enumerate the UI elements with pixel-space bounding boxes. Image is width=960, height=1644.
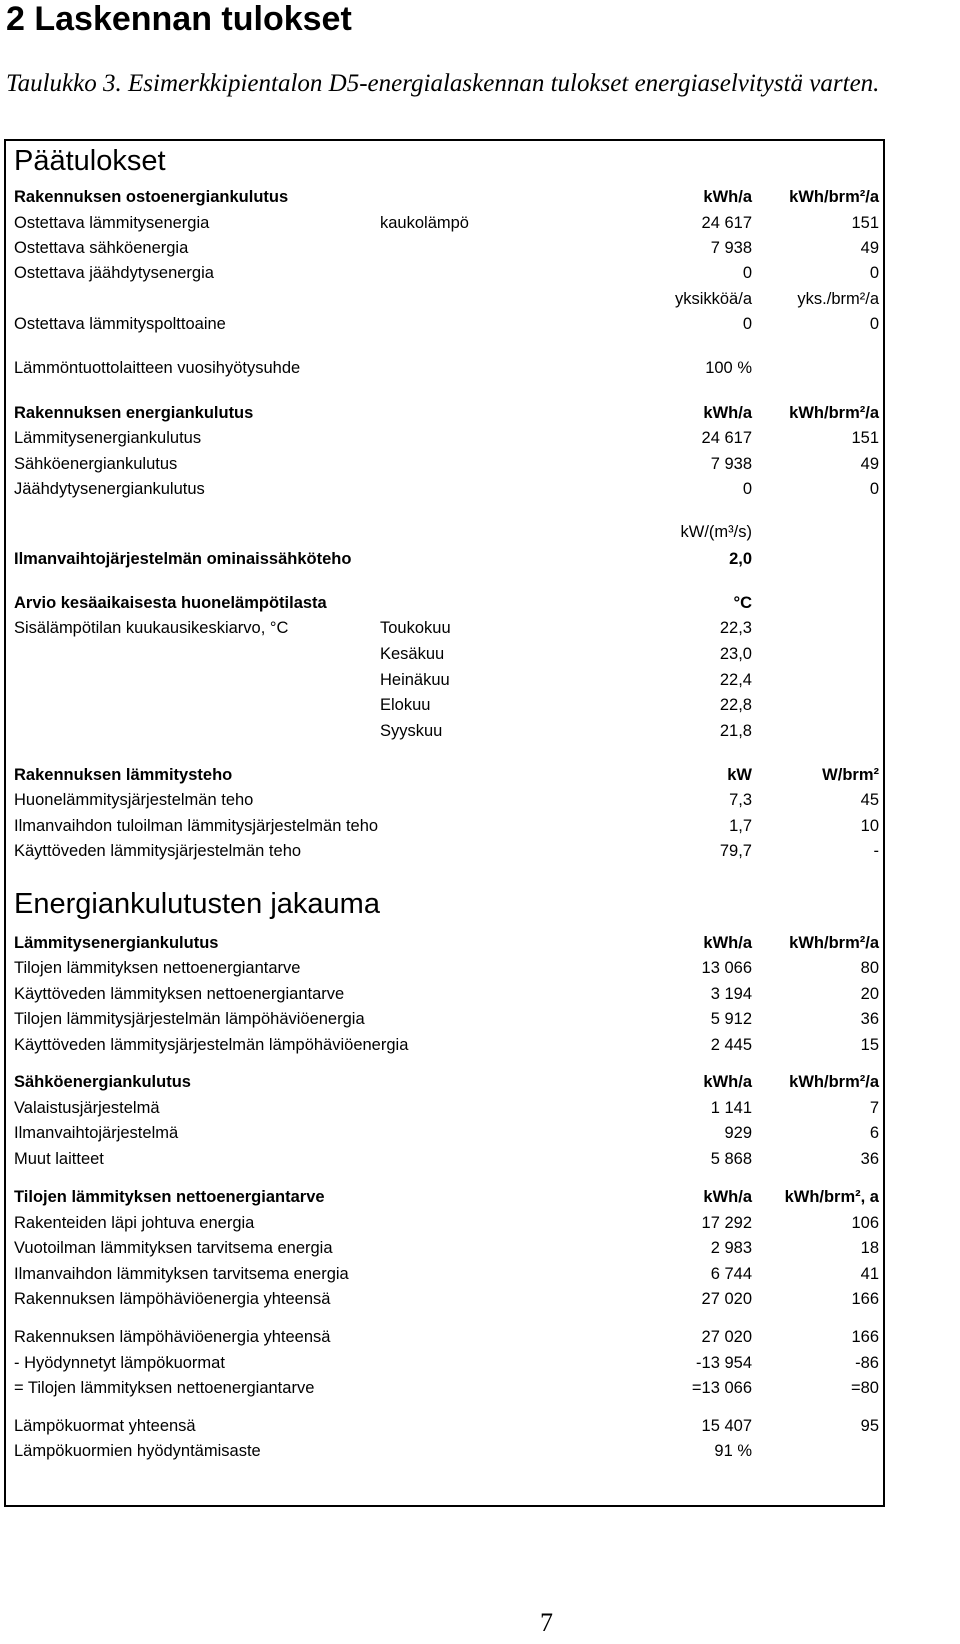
table-cell-c1: Käyttöveden lämmitysjärjestelmän lämpöhäviöenergia <box>14 1036 409 1054</box>
table-cell-c4: kWh/brm²/a <box>789 404 879 422</box>
table-cell-c1: Jäähdytysenergiankulutus <box>14 480 205 498</box>
table-cell-c3: 3 194 <box>710 985 752 1003</box>
table-cell-c4: -86 <box>855 1354 879 1372</box>
table-cell-c3: kWh/a <box>703 404 752 422</box>
table-row <box>6 762 887 788</box>
table-row <box>6 1235 887 1261</box>
table-cell-c1: Ostettava lämmityspolttoaine <box>14 315 226 333</box>
table-cell-c4: 18 <box>860 1239 879 1257</box>
table-cell-c3: 5 868 <box>710 1150 752 1168</box>
table-cell-c4: 80 <box>860 959 879 977</box>
table-cell-c3: -13 954 <box>696 1354 752 1372</box>
table-cell-c4: 10 <box>860 817 879 835</box>
table-cell-c4: 0 <box>869 264 879 282</box>
table-cell-c4: 7 <box>869 1099 879 1117</box>
table-cell-c1: Lämmitysenergiankulutus <box>14 934 219 952</box>
table-cell-c3: kWh/a <box>703 934 752 952</box>
table-cell-c4: 36 <box>860 1150 879 1168</box>
table-cell-c3: 0 <box>742 480 752 498</box>
table-row <box>6 1438 887 1464</box>
table-cell-c1: Ilmanvaihdon lämmityksen tarvitsema energia <box>14 1265 349 1283</box>
table-cell-c3: 2 983 <box>710 1239 752 1257</box>
table-cell-c4: 106 <box>851 1214 879 1232</box>
table-cell-c3: kW/(m³/s) <box>680 523 752 541</box>
table-cell-c4: 151 <box>851 214 879 232</box>
table-cell-c1: Lämpökuormat yhteensä <box>14 1417 196 1435</box>
table-cell-c4: kWh/brm²/a <box>789 188 879 206</box>
table-cell-c1: Huonelämmitysjärjestelmän teho <box>14 791 254 809</box>
table-row <box>6 667 887 693</box>
table-cell-c3: °C <box>733 594 752 612</box>
table-row <box>6 813 887 839</box>
table-cell-c1: Tilojen lämmityksen nettoenergiantarve <box>14 959 301 977</box>
table-cell-c1: Tilojen lämmityksen nettoenergiantarve <box>14 1188 325 1206</box>
table-cell-c1: Ilmanvaihdon tuloilman lämmitysjärjestelmän teho <box>14 817 379 835</box>
table-cell-c1: Sähköenergiankulutus <box>14 455 178 473</box>
table-row <box>6 930 887 956</box>
table-row <box>6 546 887 572</box>
table-cell-c4: 41 <box>860 1265 879 1283</box>
table-cell-c1: Rakennuksen lämpöhäviöenergia yhteensä <box>14 1290 331 1308</box>
table-cell-c3: 6 744 <box>710 1265 752 1283</box>
table-cell-c4: =80 <box>851 1379 879 1397</box>
table-row <box>6 1184 887 1210</box>
table-cell-c1: Sähköenergiankulutus <box>14 1073 191 1091</box>
table-cell-c2: Elokuu <box>380 696 431 714</box>
table-row <box>6 641 887 667</box>
table-cell-c1: Ilmanvaihtojärjestelmä <box>14 1124 179 1142</box>
table-cell-c4: 49 <box>860 239 879 257</box>
table-cell-c4: - <box>873 842 879 860</box>
table-cell-c1: Ostettava sähköenergia <box>14 239 189 257</box>
table-cell-c1: Käyttöveden lämmityksen nettoenergiantarve <box>14 985 345 1003</box>
table-cell-c3: 0 <box>742 315 752 333</box>
table-cell-c4: 0 <box>869 315 879 333</box>
table-row <box>6 311 887 337</box>
table-row <box>6 787 887 813</box>
table-cell-c3: 1 141 <box>710 1099 752 1117</box>
table-cell-c3: 0 <box>742 264 752 282</box>
table-cell-c3: 7,3 <box>729 791 752 809</box>
table-row <box>6 981 887 1007</box>
table-row <box>6 718 887 744</box>
table-cell-c1: Muut laitteet <box>14 1150 104 1168</box>
table-cell-c3: 7 938 <box>710 455 752 473</box>
table-row <box>6 1032 887 1058</box>
table-cell-c1: Arvio kesäaikaisesta huonelämpötilasta <box>14 594 327 612</box>
table-cell-c1: Tilojen lämmitysjärjestelmän lämpöhäviöenergia <box>14 1010 365 1028</box>
table-cell-c1: Rakennuksen energiankulutus <box>14 404 254 422</box>
table-row <box>6 210 887 236</box>
table-cell-c2: Heinäkuu <box>380 671 450 689</box>
table-cell-c4: yks./brm²/a <box>797 290 879 308</box>
section-title: Päätulokset <box>14 145 166 177</box>
table-cell-c1: Rakenteiden läpi johtuva energia <box>14 1214 255 1232</box>
table-cell-c3: 22,8 <box>719 696 752 714</box>
table-cell-c1: = Tilojen lämmityksen nettoenergiantarve <box>14 1379 315 1397</box>
table-row <box>6 400 887 426</box>
table-row <box>6 1375 887 1401</box>
table-cell-c3: kW <box>727 766 752 784</box>
table-row <box>6 955 887 981</box>
table-row <box>6 1350 887 1376</box>
table-cell-c1: Lämmitysenergiankulutus <box>14 429 202 447</box>
table-cell-c3: 2 445 <box>710 1036 752 1054</box>
table-cell-c4: 151 <box>851 429 879 447</box>
table-row <box>6 425 887 451</box>
table-row <box>6 615 887 641</box>
table-cell-c3: 22,3 <box>719 619 752 637</box>
table-cell-c4: kWh/brm², a <box>784 1188 879 1206</box>
table-cell-c4: kWh/brm²/a <box>789 934 879 952</box>
table-row <box>6 355 887 381</box>
section-title: Energiankulutusten jakauma <box>14 888 380 920</box>
table-cell-c4: 45 <box>860 791 879 809</box>
table-cell-c1: Lämpökuormien hyödyntämisaste <box>14 1442 261 1460</box>
table-row <box>6 838 887 864</box>
table-cell-c3: =13 066 <box>691 1379 752 1397</box>
table-cell-c1: - Hyödynnetyt lämpökuormat <box>14 1354 225 1372</box>
table-row <box>6 1069 887 1095</box>
table-caption: Taulukko 3. Esimerkkipientalon D5-energialaskennan tulokset energiaselvitystä varten. <box>6 70 880 97</box>
table-row <box>6 1006 887 1032</box>
table-row <box>6 1210 887 1236</box>
table-cell-c1: Rakennuksen lämpöhäviöenergia yhteensä <box>14 1328 331 1346</box>
table-cell-c2: Toukokuu <box>380 619 451 637</box>
table-row <box>6 286 887 312</box>
table-cell-c3: 24 617 <box>701 214 752 232</box>
table-cell-c2: Kesäkuu <box>380 645 445 663</box>
table-row <box>6 1095 887 1121</box>
table-row <box>6 1324 887 1350</box>
table-cell-c3: 929 <box>724 1124 752 1142</box>
table-cell-c1: Rakennuksen lämmitysteho <box>14 766 233 784</box>
table-cell-c1: Ilmanvaihtojärjestelmän ominaissähköteho <box>14 550 352 568</box>
table-row <box>6 476 887 502</box>
table-cell-c3: 17 292 <box>701 1214 752 1232</box>
table-cell-c3: 24 617 <box>701 429 752 447</box>
table-cell-c3: kWh/a <box>703 188 752 206</box>
table-cell-c3: 22,4 <box>719 671 752 689</box>
table-row <box>6 1261 887 1287</box>
table-cell-c4: 49 <box>860 455 879 473</box>
table-row <box>6 1146 887 1172</box>
table-cell-c3: yksikköä/a <box>674 290 752 308</box>
table-cell-c3: 5 912 <box>710 1010 752 1028</box>
table-cell-c3: kWh/a <box>703 1073 752 1091</box>
table-row <box>6 1120 887 1146</box>
table-cell-c3: 21,8 <box>719 722 752 740</box>
table-row <box>6 451 887 477</box>
table-cell-c3: 79,7 <box>719 842 752 860</box>
table-cell-c3: 100 % <box>705 359 752 377</box>
table-cell-c4: W/brm² <box>822 766 879 784</box>
table-cell-c4: 36 <box>860 1010 879 1028</box>
table-cell-c3: 27 020 <box>701 1290 752 1308</box>
table-cell-c3: 23,0 <box>719 645 752 663</box>
table-cell-c3: 1,7 <box>729 817 752 835</box>
table-cell-c1: Ostettava lämmitysenergia <box>14 214 210 232</box>
table-row <box>6 1286 887 1312</box>
table-cell-c1: Valaistusjärjestelmä <box>14 1099 160 1117</box>
table-row <box>6 590 887 616</box>
table-cell-c1: Lämmöntuottolaitteen vuosihyötysuhde <box>14 359 301 377</box>
page-heading: 2 Laskennan tulokset <box>6 0 352 38</box>
table-cell-c1: Käyttöveden lämmitysjärjestelmän teho <box>14 842 302 860</box>
table-row <box>6 235 887 261</box>
table-row <box>6 519 887 545</box>
table-cell-c4: 15 <box>860 1036 879 1054</box>
table-cell-c4: kWh/brm²/a <box>789 1073 879 1091</box>
table-cell-c4: 166 <box>851 1328 879 1346</box>
table-cell-c2: kaukolämpö <box>380 214 469 232</box>
table-cell-c3: 2,0 <box>729 550 752 568</box>
table-cell-c1: Ostettava jäähdytysenergia <box>14 264 214 282</box>
table-cell-c3: kWh/a <box>703 1188 752 1206</box>
table-row <box>6 1413 887 1439</box>
table-cell-c1: Rakennuksen ostoenergiankulutus <box>14 188 289 206</box>
table-cell-c3: 15 407 <box>701 1417 752 1435</box>
table-cell-c3: 27 020 <box>701 1328 752 1346</box>
table-cell-c2: Syyskuu <box>380 722 443 740</box>
table-row <box>6 184 887 210</box>
table-cell-c3: 13 066 <box>701 959 752 977</box>
table-cell-c4: 20 <box>860 985 879 1003</box>
table-cell-c4: 95 <box>860 1417 879 1435</box>
table-cell-c4: 166 <box>851 1290 879 1308</box>
page-number: 7 <box>540 1608 553 1637</box>
table-row <box>6 260 887 286</box>
table-cell-c4: 6 <box>869 1124 879 1142</box>
results-table <box>4 139 885 1507</box>
table-cell-c3: 91 % <box>714 1442 752 1460</box>
table-cell-c1: Sisälämpötilan kuukausikeskiarvo, °C <box>14 619 289 637</box>
table-cell-c3: 7 938 <box>710 239 752 257</box>
table-row <box>6 692 887 718</box>
table-cell-c4: 0 <box>869 480 879 498</box>
table-cell-c1: Vuotoilman lämmityksen tarvitsema energia <box>14 1239 333 1257</box>
